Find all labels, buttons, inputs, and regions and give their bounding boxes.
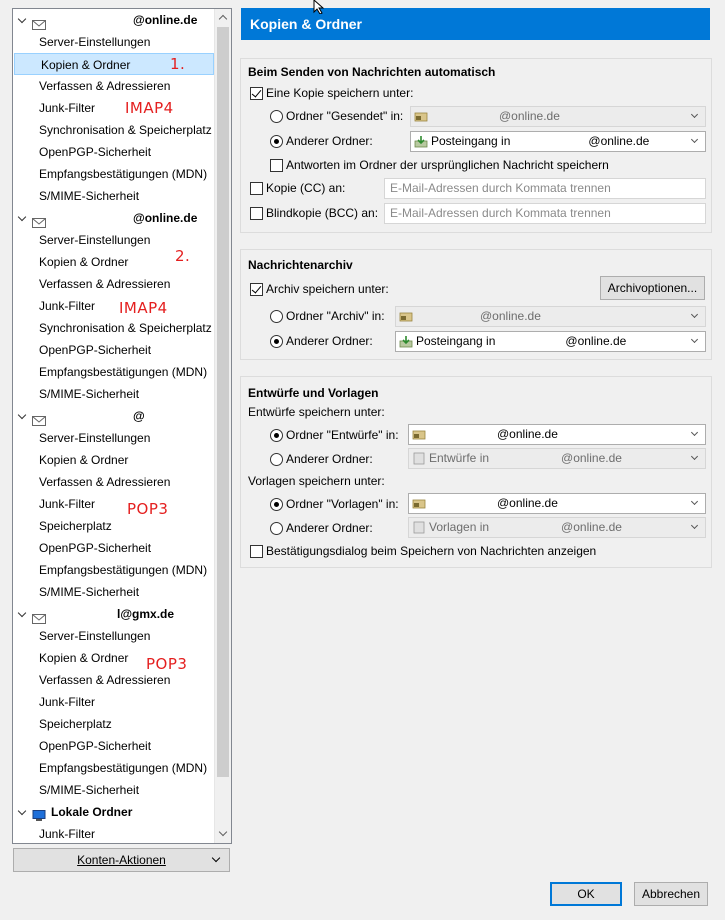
tree-account-name: @ bbox=[133, 409, 145, 423]
cc-input[interactable]: E-Mail-Adressen durch Kommata trennen bbox=[384, 178, 706, 199]
templates-folder-label: Ordner "Vorlagen" in: bbox=[286, 497, 399, 511]
tree-item-synchronisation-speicherplatz[interactable]: Synchronisation & Speicherplatz bbox=[39, 321, 212, 335]
tree-account-3[interactable] bbox=[13, 603, 215, 625]
reply-folder-label: Antworten im Ordner der ursprünglichen Nachricht speichern bbox=[286, 158, 609, 172]
drafts-folder-value: @online.de bbox=[497, 427, 558, 441]
archive-folder-label: Ordner "Archiv" in: bbox=[286, 309, 385, 323]
tree-item-openpgp-sicherheit[interactable]: OpenPGP-Sicherheit bbox=[39, 343, 152, 357]
chevron-down-icon bbox=[691, 111, 698, 118]
annotation-3: 2. bbox=[175, 247, 191, 265]
drafts-heading: Entwürfe speichern unter: bbox=[248, 405, 385, 419]
templates-folder-radio[interactable] bbox=[270, 498, 283, 511]
tree-item-verfassen-adressieren[interactable]: Verfassen & Adressieren bbox=[39, 673, 171, 687]
tree-account-label bbox=[51, 405, 145, 427]
templates-other-prefix: Vorlagen in bbox=[429, 520, 490, 534]
chevron-down-icon bbox=[691, 336, 698, 343]
tree-account-label bbox=[51, 603, 174, 625]
templates-heading: Vorlagen speichern unter: bbox=[248, 474, 385, 488]
tree-scrollbar[interactable] bbox=[214, 9, 231, 843]
annotation-6: POP3 bbox=[146, 655, 188, 673]
drafts-other-suffix: @online.de bbox=[561, 451, 622, 465]
envelope-icon bbox=[32, 411, 46, 421]
archive-label: Archiv speichern unter: bbox=[266, 282, 389, 296]
archive-group-title: Nachrichtenarchiv bbox=[248, 258, 353, 272]
mouse-cursor-icon bbox=[313, 0, 327, 14]
sent-folder-label: Ordner "Gesendet" in: bbox=[286, 109, 404, 123]
chevron-down-icon bbox=[691, 498, 698, 505]
drafts-other-radio[interactable] bbox=[270, 453, 283, 466]
templates-folder-select[interactable] bbox=[408, 493, 706, 514]
tree-item-server-einstellungen[interactable]: Server-Einstellungen bbox=[39, 629, 151, 643]
confirm-dialog-checkbox[interactable] bbox=[250, 545, 263, 558]
drafts-folder-select[interactable] bbox=[408, 424, 706, 445]
tree-item-empfangsbestätigungen-mdn[interactable]: Empfangsbestätigungen (MDN) bbox=[39, 563, 208, 577]
scroll-down-arrow-icon[interactable] bbox=[215, 826, 232, 843]
account-actions-label: Konten-Aktionen bbox=[77, 853, 166, 867]
sent-folder-value: @online.de bbox=[499, 109, 560, 123]
tree-item-verfassen-adressieren[interactable]: Verfassen & Adressieren bbox=[39, 277, 171, 291]
archive-folder-select[interactable] bbox=[395, 306, 706, 327]
archive-folder-value: @online.de bbox=[480, 309, 541, 323]
tree-item-server-einstellungen[interactable]: Server-Einstellungen bbox=[39, 233, 151, 247]
tree-item-openpgp-sicherheit[interactable]: OpenPGP-Sicherheit bbox=[39, 541, 152, 555]
templates-other-label: Anderer Ordner: bbox=[286, 521, 373, 535]
chevron-down-icon bbox=[691, 429, 698, 436]
tree-item-s-mime-sicherheit[interactable]: S/MIME-Sicherheit bbox=[39, 585, 140, 599]
scroll-up-arrow-icon[interactable] bbox=[215, 9, 232, 26]
templates-other-suffix: @online.de bbox=[561, 520, 622, 534]
tree-item-speicherplatz[interactable]: Speicherplatz bbox=[39, 717, 112, 731]
tree-item-junk-filter[interactable]: Junk-Filter bbox=[39, 695, 96, 709]
save-copy-checkbox[interactable] bbox=[250, 87, 263, 100]
page-title: Kopien & Ordner bbox=[241, 8, 710, 40]
scrollbar-thumb[interactable] bbox=[217, 27, 229, 777]
tree-account-label bbox=[51, 9, 197, 31]
tree-item-empfangsbestätigungen-mdn[interactable]: Empfangsbestätigungen (MDN) bbox=[39, 167, 208, 181]
tree-item-kopien-ordner[interactable]: Kopien & Ordner bbox=[14, 53, 214, 75]
tree-account-1[interactable] bbox=[13, 207, 215, 229]
folder-lock-icon bbox=[414, 110, 428, 123]
reply-folder-checkbox[interactable] bbox=[270, 159, 283, 172]
archive-other-suffix: @online.de bbox=[565, 334, 627, 348]
cancel-button[interactable]: Abbrechen bbox=[634, 882, 708, 906]
tree-item-empfangsbestätigungen-mdn[interactable]: Empfangsbestätigungen (MDN) bbox=[39, 365, 208, 379]
tree-account-name: @online.de bbox=[133, 211, 198, 225]
envelope-icon bbox=[32, 609, 46, 619]
chevron-down-icon bbox=[691, 522, 698, 529]
annotation-4: IMAP4 bbox=[119, 299, 168, 317]
drafts-folder-icon bbox=[412, 452, 426, 465]
tree-item-s-mime-sicherheit[interactable]: S/MIME-Sicherheit bbox=[39, 783, 140, 797]
tree-item-synchronisation-speicherplatz[interactable]: Synchronisation & Speicherplatz bbox=[39, 123, 212, 137]
tree-item-junk-filter[interactable]: Junk-Filter bbox=[39, 827, 96, 841]
account-actions-button[interactable] bbox=[13, 848, 230, 872]
annotation-5: POP3 bbox=[127, 500, 169, 518]
tree-item-junk-filter[interactable]: Junk-Filter bbox=[39, 299, 96, 313]
templates-folder-value: @online.de bbox=[497, 496, 558, 510]
ok-button[interactable]: OK bbox=[550, 882, 622, 906]
tree-item-s-mime-sicherheit[interactable]: S/MIME-Sicherheit bbox=[39, 387, 140, 401]
save-copy-label: Eine Kopie speichern unter: bbox=[266, 86, 414, 100]
tree-account-label bbox=[51, 207, 197, 229]
tree-item-openpgp-sicherheit[interactable]: OpenPGP-Sicherheit bbox=[39, 739, 152, 753]
envelope-icon bbox=[32, 213, 46, 223]
drafts-folder-label: Ordner "Entwürfe" in: bbox=[286, 428, 399, 442]
annotation-2: IMAP4 bbox=[125, 99, 174, 117]
archive-other-prefix: Posteingang in bbox=[416, 334, 496, 348]
chevron-down-icon bbox=[691, 453, 698, 460]
tree-item-server-einstellungen[interactable]: Server-Einstellungen bbox=[39, 431, 151, 445]
other-folder-suffix: @online.de bbox=[588, 134, 650, 148]
drafts-group bbox=[240, 376, 712, 568]
inbox-icon bbox=[414, 135, 428, 148]
inbox-icon bbox=[399, 335, 413, 348]
cc-label: Kopie (CC) an: bbox=[266, 181, 346, 195]
confirm-dialog-label: Bestätigungsdialog beim Speichern von Nachrichten anzeigen bbox=[266, 544, 597, 558]
other-folder-select[interactable] bbox=[410, 131, 706, 152]
archive-other-radio[interactable] bbox=[270, 335, 283, 348]
sending-group bbox=[240, 58, 712, 233]
drafts-other-prefix: Entwürfe in bbox=[429, 451, 490, 465]
chevron-down-icon bbox=[212, 854, 220, 862]
annotation-1: 1. bbox=[170, 55, 186, 73]
tree-item-kopien-ordner[interactable]: Kopien & Ordner bbox=[39, 651, 129, 665]
account-tree[interactable] bbox=[12, 8, 232, 844]
archive-group bbox=[240, 249, 712, 360]
tree-account-name: @online.de bbox=[133, 13, 198, 27]
folder-lock-icon bbox=[412, 428, 426, 441]
tree-account-0[interactable] bbox=[13, 9, 215, 31]
tree-account-name: l@gmx.de bbox=[117, 607, 175, 621]
sent-folder-select[interactable] bbox=[410, 106, 706, 127]
archive-options-button[interactable]: Archivoptionen... bbox=[600, 276, 705, 300]
tree-item-server-einstellungen[interactable]: Server-Einstellungen bbox=[39, 35, 151, 49]
tree-item-junk-filter[interactable]: Junk-Filter bbox=[39, 497, 96, 511]
drafts-group-title: Entwürfe und Vorlagen bbox=[248, 386, 379, 400]
tree-item-openpgp-sicherheit[interactable]: OpenPGP-Sicherheit bbox=[39, 145, 152, 159]
folder-lock-icon bbox=[399, 310, 413, 323]
tree-item-kopien-ordner[interactable]: Kopien & Ordner bbox=[39, 255, 129, 269]
tree-item-junk-filter[interactable]: Junk-Filter bbox=[39, 101, 96, 115]
chevron-down-icon bbox=[691, 311, 698, 318]
sending-group-title: Beim Senden von Nachrichten automatisch bbox=[248, 65, 496, 79]
tree-account-label bbox=[51, 801, 132, 823]
bcc-checkbox[interactable] bbox=[250, 207, 263, 220]
tree-account-local[interactable] bbox=[13, 801, 215, 823]
drafts-folder-radio[interactable] bbox=[270, 429, 283, 442]
tree-item-speicherplatz[interactable]: Speicherplatz bbox=[39, 519, 112, 533]
sent-folder-radio[interactable] bbox=[270, 110, 283, 123]
tree-item-kopien-ordner[interactable]: Kopien & Ordner bbox=[39, 453, 129, 467]
tree-account-2[interactable] bbox=[13, 405, 215, 427]
archive-other-select[interactable] bbox=[395, 331, 706, 352]
cc-checkbox[interactable] bbox=[250, 182, 263, 195]
other-folder-radio[interactable] bbox=[270, 135, 283, 148]
bcc-input[interactable]: E-Mail-Adressen durch Kommata trennen bbox=[384, 203, 706, 224]
computer-icon bbox=[32, 807, 46, 817]
tree-item-s-mime-sicherheit[interactable]: S/MIME-Sicherheit bbox=[39, 189, 140, 203]
drafts-other-label: Anderer Ordner: bbox=[286, 452, 373, 466]
archive-folder-radio[interactable] bbox=[270, 310, 283, 323]
templates-other-select[interactable] bbox=[408, 517, 706, 538]
tree-item-verfassen-adressieren[interactable]: Verfassen & Adressieren bbox=[39, 79, 171, 93]
tree-account-name: Lokale Ordner bbox=[51, 805, 133, 819]
templates-folder-icon bbox=[412, 521, 426, 534]
archive-other-label: Anderer Ordner: bbox=[286, 334, 373, 348]
other-folder-prefix: Posteingang in bbox=[431, 134, 511, 148]
envelope-icon bbox=[32, 15, 46, 25]
bcc-label: Blindkopie (BCC) an: bbox=[266, 206, 379, 220]
archive-checkbox[interactable] bbox=[250, 283, 263, 296]
drafts-other-select[interactable] bbox=[408, 448, 706, 469]
folder-lock-icon bbox=[412, 497, 426, 510]
tree-item-empfangsbestätigungen-mdn[interactable]: Empfangsbestätigungen (MDN) bbox=[39, 761, 208, 775]
tree-item-verfassen-adressieren[interactable]: Verfassen & Adressieren bbox=[39, 475, 171, 489]
other-folder-label: Anderer Ordner: bbox=[286, 134, 373, 148]
chevron-down-icon bbox=[691, 136, 698, 143]
templates-other-radio[interactable] bbox=[270, 522, 283, 535]
